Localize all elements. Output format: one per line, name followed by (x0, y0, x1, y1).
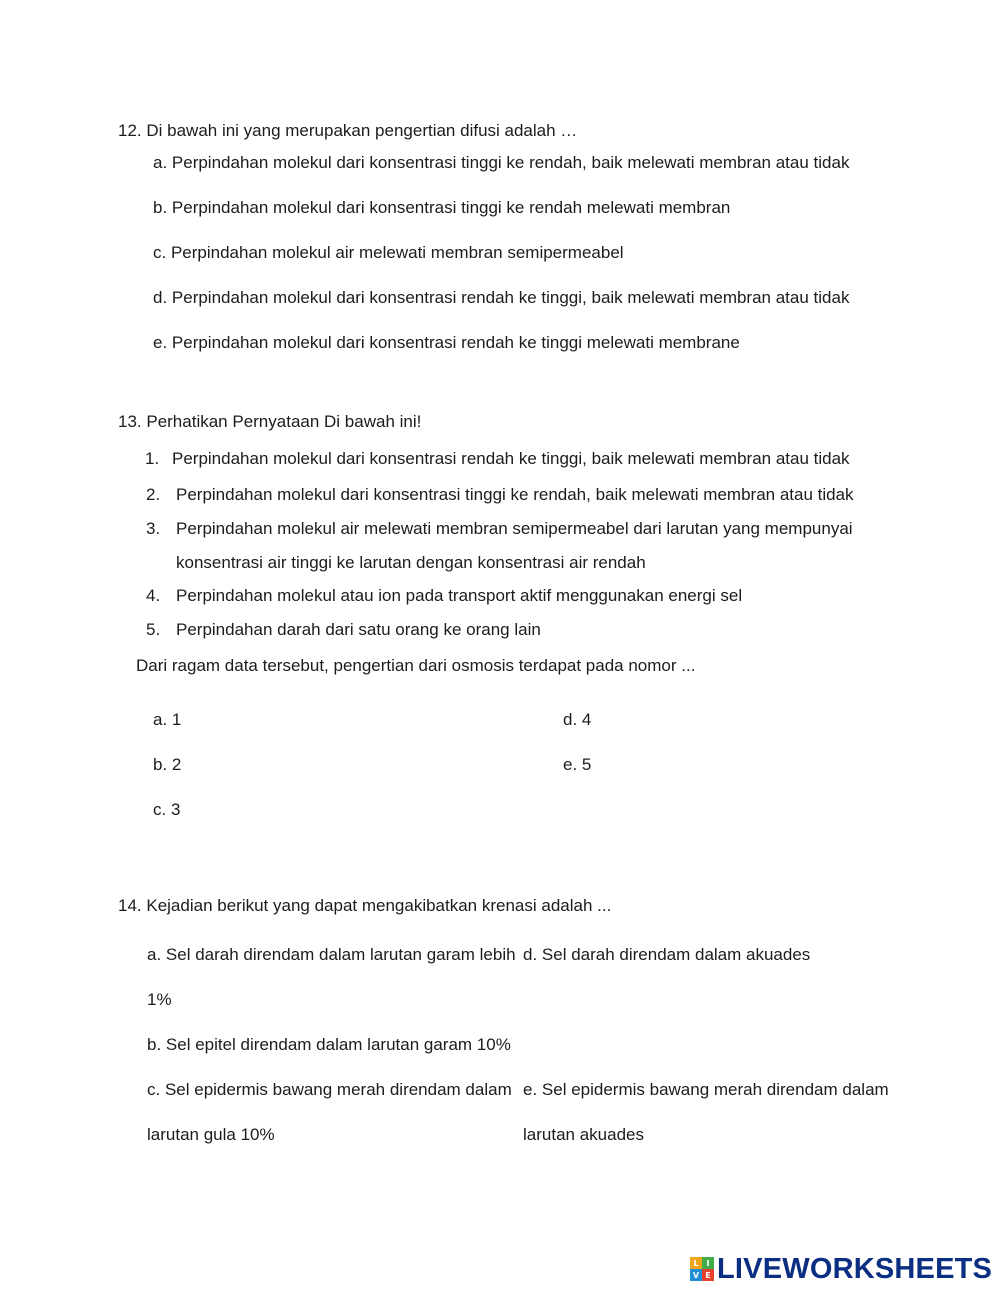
q14-option-e-continuation[interactable]: larutan akuades (523, 1125, 644, 1144)
q13-statement-number: 5. (146, 620, 161, 639)
q13-option-d[interactable]: d. 4 (563, 710, 592, 729)
q13-statement-number: 2. (146, 485, 161, 504)
q13-statement-number: 1. (145, 449, 160, 468)
q13-statement-number: 4. (146, 586, 161, 605)
q13-statement-text: Perpindahan molekul air melewati membran semipermeabel dari larutan yang mempunyai (176, 519, 853, 538)
q12-option-e[interactable]: e. Perpindahan molekul dari konsentrasi rendah ke tinggi melewati membrane (153, 333, 740, 352)
q12-question: 12. Di bawah ini yang merupakan pengertian difusi adalah … (118, 121, 578, 140)
q14-option-e[interactable]: e. Sel epidermis bawang merah direndam dalam (523, 1080, 889, 1099)
q12-option-d[interactable]: d. Perpindahan molekul dari konsentrasi rendah ke tinggi, baik melewati membran atau tidak (153, 288, 850, 307)
liveworksheets-logo[interactable] (690, 1254, 992, 1284)
q13-prompt: Dari ragam data tersebut, pengertian dari osmosis terdapat pada nomor ... (136, 656, 696, 675)
q13-option-b[interactable]: b. 2 (153, 755, 182, 774)
q13-statement-text: Perpindahan molekul dari konsentrasi rendah ke tinggi, baik melewati membran atau tidak (172, 449, 850, 468)
q14-option-a[interactable]: a. Sel darah direndam dalam larutan garam lebih (147, 945, 516, 964)
q13-statement-continuation: konsentrasi air tinggi ke larutan dengan konsentrasi air rendah (176, 553, 646, 572)
q13-statement-number: 3. (146, 519, 161, 538)
logo-mark-letter: V (690, 1269, 702, 1281)
q12-option-c[interactable]: c. Perpindahan molekul air melewati membran semipermeabel (153, 243, 624, 262)
logo-mark-letter: L (690, 1257, 702, 1269)
q13-option-a[interactable]: a. 1 (153, 710, 182, 729)
q13-question: 13. Perhatikan Pernyataan Di bawah ini! (118, 412, 422, 431)
logo-mark-letter: E (702, 1269, 714, 1281)
q13-statement-text: Perpindahan molekul dari konsentrasi tinggi ke rendah, baik melewati membran atau tidak (176, 485, 854, 504)
q13-option-e[interactable]: e. 5 (563, 755, 592, 774)
q13-statement-text: Perpindahan molekul atau ion pada transport aktif menggunakan energi sel (176, 586, 743, 605)
q12-option-a[interactable]: a. Perpindahan molekul dari konsentrasi tinggi ke rendah, baik melewati membran atau tidak (153, 153, 850, 172)
q13-option-c[interactable]: c. 3 (153, 800, 181, 819)
logo-mark-letter: I (702, 1257, 714, 1269)
q14-question: 14. Kejadian berikut yang dapat mengakibatkan krenasi adalah ... (118, 896, 612, 915)
q13-statement-text: Perpindahan darah dari satu orang ke orang lain (176, 620, 541, 639)
q12-option-b[interactable]: b. Perpindahan molekul dari konsentrasi tinggi ke rendah melewati membran (153, 198, 731, 217)
brand-name: LIVEWORKSHEETS (717, 1252, 993, 1285)
q14-option-a-continuation[interactable]: 1% (147, 990, 172, 1009)
liveworksheets-mark-icon (690, 1257, 714, 1281)
q14-option-c[interactable]: c. Sel epidermis bawang merah direndam dalam (147, 1080, 512, 1099)
q14-option-c-continuation[interactable]: larutan gula 10% (147, 1125, 275, 1144)
q14-option-b[interactable]: b. Sel epitel direndam dalam larutan garam 10% (147, 1035, 511, 1054)
q14-option-d[interactable]: d. Sel darah direndam dalam akuades (523, 945, 811, 964)
